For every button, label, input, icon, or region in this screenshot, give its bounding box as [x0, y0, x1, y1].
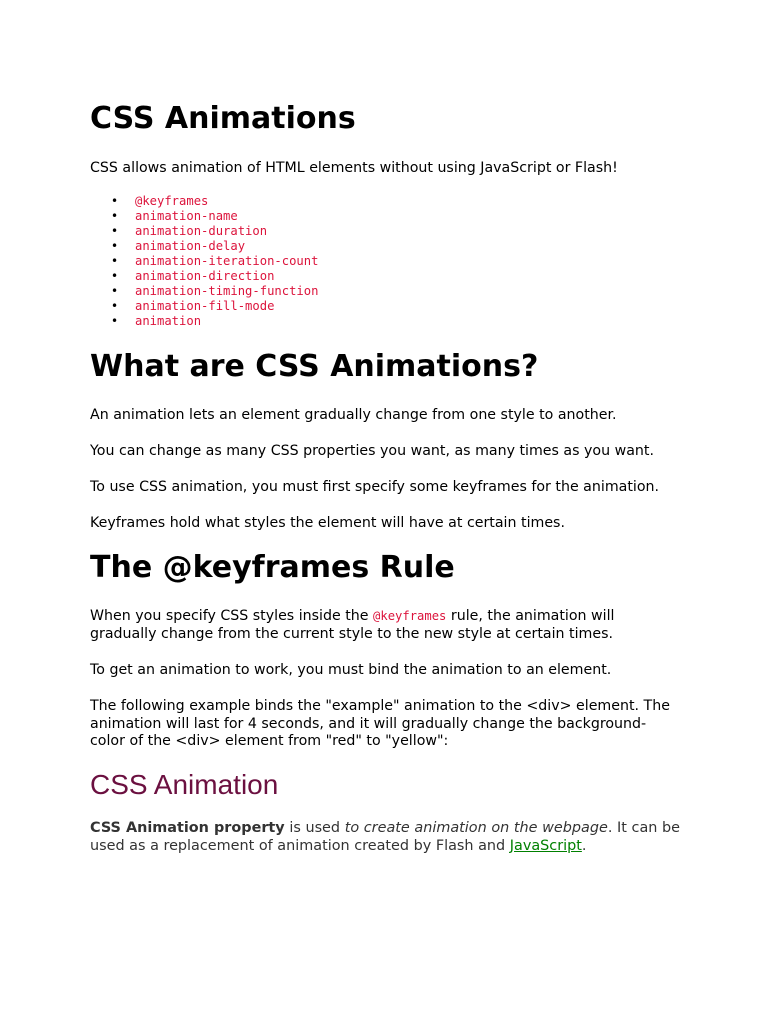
page-title: CSS Animations [90, 101, 356, 136]
keyframes-paragraph-1: When you specify CSS styles inside the @keyframes rule, the animation will gradually change from the current style to the new style at certain times. [90, 608, 615, 642]
list-item: • animation [111, 314, 202, 328]
bullet-icon: • [111, 314, 119, 328]
keyframes-paragraph-2: To get an animation to work, you must bind the animation to an element. [90, 662, 612, 678]
what-paragraph-3: To use CSS animation, you must first specify some keyframes for the animation. [90, 479, 660, 495]
list-item: • animation-name [111, 209, 238, 223]
list-item: • @keyframes [111, 194, 209, 208]
bullet-icon: • [111, 209, 119, 223]
css-animation-subheading: CSS Animation [90, 769, 279, 800]
intro-paragraph: CSS allows animation of HTML elements without using JavaScript or Flash! [90, 160, 618, 176]
keyframes-code: @keyframes [373, 609, 447, 623]
list-item: • animation-timing-function [111, 284, 319, 298]
bullet-icon: • [111, 299, 119, 313]
keyframes-paragraph-3: The following example binds the "example" animation to the <div> element. The animation will last for 4 seconds, and it will gradually change the background-color of the <div> element from "red" to "yellow": [90, 698, 670, 749]
what-paragraph-1: An animation lets an element gradually change from one style to another. [90, 407, 617, 423]
bullet-icon: • [111, 224, 119, 238]
javascript-link[interactable]: JavaScript [509, 837, 582, 854]
bullet-icon: • [111, 284, 119, 298]
list-item: • animation-fill-mode [111, 299, 275, 313]
bullet-icon: • [111, 239, 119, 253]
list-item: • animation-duration [111, 224, 268, 238]
css-animation-description: CSS Animation property is used to create animation on the webpage. It can be used as a replacement of animation created by Flash and JavaScript. [90, 820, 680, 854]
list-item: • animation-iteration-count [111, 254, 319, 268]
list-item: • animation-delay [111, 239, 246, 253]
what-are-heading: What are CSS Animations? [90, 349, 539, 384]
bold-term: CSS Animation property [90, 820, 285, 836]
what-paragraph-4: Keyframes hold what styles the element will have at certain times. [90, 515, 565, 531]
list-item: • animation-direction [111, 269, 275, 283]
bullet-icon: • [111, 194, 119, 208]
bullet-icon: • [111, 269, 119, 283]
keyframes-heading: The @keyframes Rule [90, 550, 455, 585]
what-paragraph-2: You can change as many CSS properties you want, as many times as you want. [90, 443, 654, 459]
animation-property-list [90, 194, 318, 329]
bullet-icon: • [111, 254, 119, 268]
italic-phrase: to create animation on the webpage [344, 820, 608, 836]
